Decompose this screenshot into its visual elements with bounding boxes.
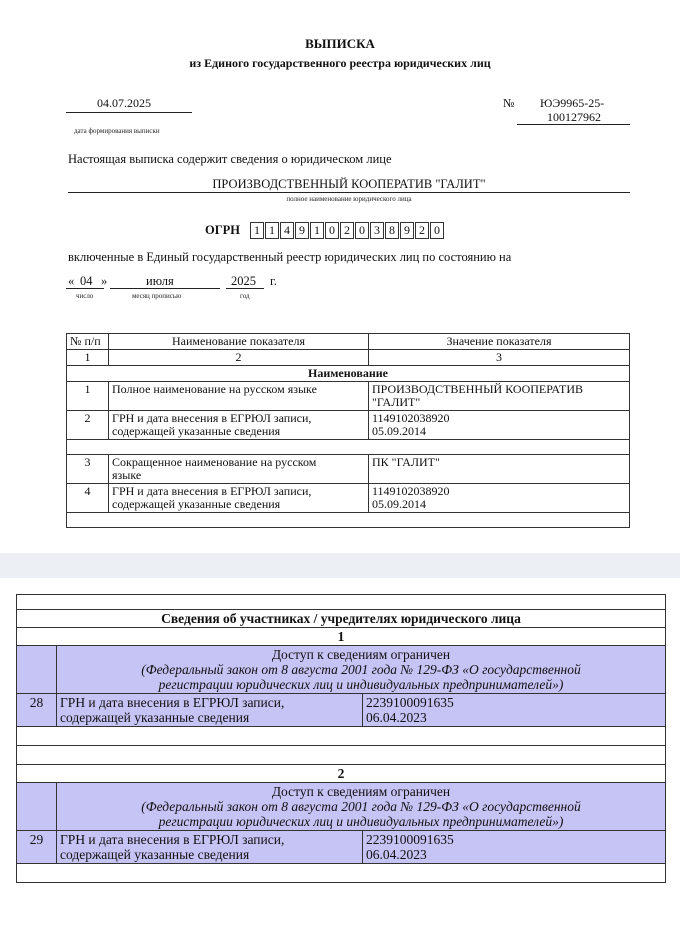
month-caption: месяц прописью	[132, 292, 182, 300]
empty-row	[67, 513, 630, 528]
included-text: включенные в Единый государственный реестр юридических лиц по состоянию на	[68, 250, 512, 264]
ogrn-digit-cell: 0	[355, 222, 369, 239]
value-line: 06.04.2023	[366, 710, 427, 725]
name-line: ГРН и дата внесения в ЕГРЮЛ записи,	[112, 411, 312, 425]
group-index-row	[17, 765, 666, 783]
organization-caption: полное наименование юридического лица	[286, 195, 412, 203]
law-reference-line: регистрации юридических лиц и индивидуальных предпринимателей»)	[158, 677, 564, 692]
name-line: содержащей указанные сведения	[112, 424, 281, 438]
day-caption: число	[76, 292, 94, 300]
ogrn-digit-cell: 0	[430, 222, 444, 239]
day-close-quote: »	[101, 274, 108, 288]
col-header-indicator: Наименование показателя	[109, 334, 369, 350]
restricted-row	[17, 646, 666, 694]
table-row	[17, 694, 666, 727]
indicator-name	[109, 455, 369, 484]
row-number: 29	[17, 831, 57, 864]
indicator-value	[369, 484, 630, 513]
restricted-notice	[57, 646, 666, 694]
participants-table	[16, 594, 666, 883]
value-line: "ГАЛИТ"	[372, 395, 421, 409]
indicator-name	[109, 411, 369, 440]
page-separator	[0, 553, 680, 578]
row-number: 2	[67, 411, 109, 440]
organization-name: ПРОИЗВОДСТВЕННЫЙ КООПЕРАТИВ "ГАЛИТ"	[212, 177, 486, 191]
restricted-label: Доступ к сведениям ограничен	[271, 647, 451, 662]
law-reference-line: (Федеральный закон от 8 августа 2001 года № 129-ФЗ «О государственной	[141, 662, 581, 677]
name-line: содержащей указанные сведения	[112, 497, 281, 511]
restricted-row	[17, 783, 666, 831]
ogrn-digit-cell: 9	[295, 222, 309, 239]
indicator-name	[57, 694, 363, 727]
value-line: 1149102038920	[372, 411, 450, 425]
document-subtitle: из Единого государственного реестра юридических лиц	[189, 56, 491, 70]
col-header-value: Значение показателя	[369, 334, 630, 350]
ogrn-digit-cell: 8	[385, 222, 399, 239]
ogrn-digit-cell: 1	[310, 222, 324, 239]
year-value: 2025	[231, 274, 256, 288]
ogrn-cells	[250, 222, 445, 239]
value-line: 05.09.2014	[372, 497, 426, 511]
table-row	[67, 382, 630, 411]
section-name: Наименование	[67, 366, 630, 382]
value-line: 2239100091635	[366, 832, 454, 847]
year-caption: год	[240, 292, 250, 300]
name-line: Сокращенное наименование на русском	[112, 455, 317, 469]
participants-section-title: Сведения об участниках / учредителях юридического лица	[17, 610, 666, 628]
restricted-notice	[57, 783, 666, 831]
empty-row	[17, 746, 666, 765]
table-row	[67, 411, 630, 440]
row-number: 28	[17, 694, 57, 727]
group-index: 1	[17, 628, 666, 646]
value-line: 05.09.2014	[372, 424, 426, 438]
empty-row	[17, 595, 666, 610]
restricted-label: Доступ к сведениям ограничен	[271, 784, 451, 799]
group-index: 2	[17, 765, 666, 783]
name-line: языке	[112, 468, 142, 482]
month-value: июля	[146, 274, 174, 288]
section-row	[67, 366, 630, 382]
ogrn-digit-cell: 0	[325, 222, 339, 239]
ogrn-digit-cell: 2	[340, 222, 354, 239]
intro-text: Настоящая выписка содержит сведения о юридическом лице	[68, 152, 392, 166]
indicator-value	[369, 411, 630, 440]
law-reference-line: регистрации юридических лиц и индивидуальных предпринимателей»)	[158, 814, 564, 829]
ogrn-digit-cell: 2	[415, 222, 429, 239]
numbering-cell: 2	[109, 350, 369, 366]
law-reference-line: (Федеральный закон от 8 августа 2001 года № 129-ФЗ «О государственной	[141, 799, 581, 814]
extract-number-line1: ЮЭ9965-25-	[540, 96, 605, 110]
ogrn-digit-cell: 1	[265, 222, 279, 239]
extract-number-line2: 100127962	[547, 110, 601, 124]
ogrn-digit-cell: 3	[370, 222, 384, 239]
table-header-row	[67, 334, 630, 350]
day-value: 04	[80, 274, 93, 288]
table-row	[17, 831, 666, 864]
table-row	[67, 484, 630, 513]
ogrn-digit-cell: 1	[250, 222, 264, 239]
name-line: ГРН и дата внесения в ЕГРЮЛ записи,	[60, 695, 285, 710]
name-line: ГРН и дата внесения в ЕГРЮЛ записи,	[112, 484, 312, 498]
year-suffix: г.	[270, 274, 277, 288]
day-open-quote: «	[68, 274, 75, 288]
name-line: содержащей указанные сведения	[60, 847, 250, 862]
indicator-name	[109, 484, 369, 513]
indicator-value	[363, 694, 666, 727]
numbering-cell: 3	[369, 350, 630, 366]
empty-row	[17, 864, 666, 883]
row-number: 4	[67, 484, 109, 513]
names-table	[66, 333, 630, 528]
row-number: 1	[67, 382, 109, 411]
indicator-name: Полное наименование на русском языке	[109, 382, 369, 411]
empty-row	[67, 440, 630, 455]
empty-row	[17, 727, 666, 746]
extract-date: 04.07.2025	[97, 96, 151, 110]
value-line: 1149102038920	[372, 484, 450, 498]
value-line: 2239100091635	[366, 695, 454, 710]
ogrn-label: ОГРН	[205, 223, 241, 237]
col-header-num: № п/п	[67, 334, 109, 350]
ogrn-digit-cell: 9	[400, 222, 414, 239]
group-index-row	[17, 628, 666, 646]
section-row	[17, 610, 666, 628]
document-title: ВЫПИСКА	[305, 36, 375, 51]
name-line: содержащей указанные сведения	[60, 710, 250, 725]
table-numbering-row	[67, 350, 630, 366]
row-number: 3	[67, 455, 109, 484]
date-caption: дата формирования выписки	[74, 127, 160, 135]
indicator-value	[369, 382, 630, 411]
indicator-name	[57, 831, 363, 864]
indicator-value	[363, 831, 666, 864]
numbering-cell: 1	[67, 350, 109, 366]
ogrn-digit-cell: 4	[280, 222, 294, 239]
value-line: 06.04.2023	[366, 847, 427, 862]
table-row	[67, 455, 630, 484]
value-line: ПРОИЗВОДСТВЕННЫЙ КООПЕРАТИВ	[372, 382, 584, 396]
name-line: ГРН и дата внесения в ЕГРЮЛ записи,	[60, 832, 285, 847]
indicator-value: ПК "ГАЛИТ"	[369, 455, 630, 484]
number-sign: №	[503, 96, 515, 110]
